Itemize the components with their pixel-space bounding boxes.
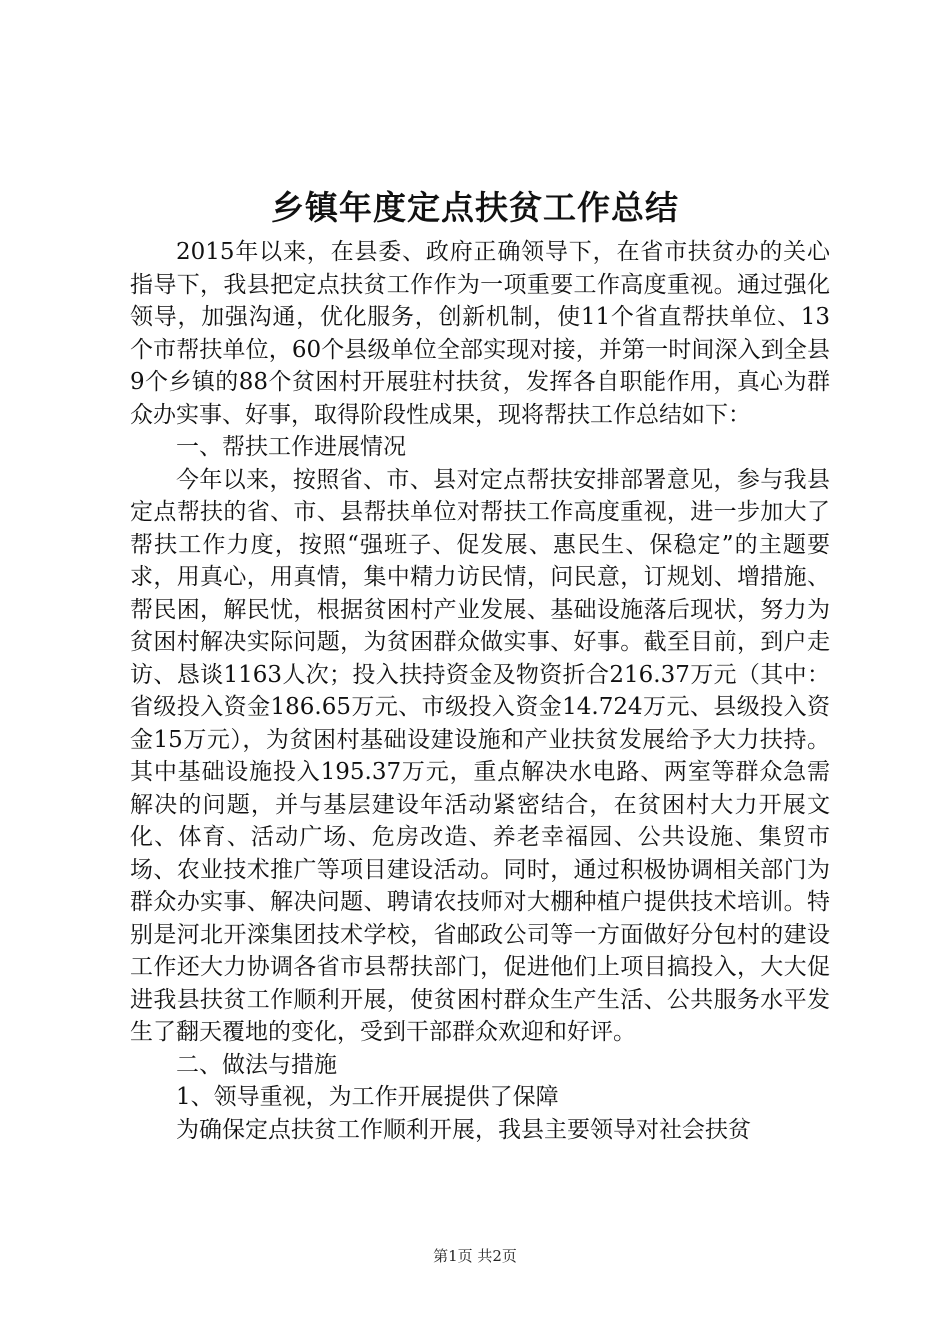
intro-paragraph: 2015年以来，在县委、政府正确领导下，在省市扶贫办的关心指导下，我县把定点扶贫工作作为一项重要工作高度重视。通过强化领导，加强沟通，优化服务，创新机制，使11个省直帮扶单位、13个市帮扶单位，60个县级单位全部实现对接，并第一时间深入到全县9个乡镇的88个贫困村开展驻村扶贫，发挥各自职能作用，真心为群众办实事、好事，取得阶段性成果，现将帮扶工作总结如下： <box>130 239 830 428</box>
section-heading-measures: 二、做法与措施 <box>176 1051 337 1078</box>
document-title: 乡镇年度定点扶贫工作总结 <box>271 188 679 227</box>
section-heading-progress: 一、帮扶工作进展情况 <box>176 434 406 460</box>
leadership-paragraph: 为确保定点扶贫工作顺利开展，我县主要领导对社会扶贫 <box>176 1116 751 1143</box>
document-body <box>130 236 830 1146</box>
page-footer: 第1页 共2页 <box>433 1247 517 1265</box>
subsection-heading-leadership: 1、领导重视，为工作开展提供了保障 <box>176 1084 559 1110</box>
progress-paragraph: 今年以来，按照省、市、县对定点帮扶安排部署意见，参与我县定点帮扶的省、市、县帮扶单位对帮扶工作高度重视，进一步加大了帮扶工作力度，按照“强班子、促发展、惠民生、保稳定”的主题要求，用真心，用真情，集中精力访民情，问民意，订规划、增措施、帮民困，解民忧，根据贫困村产业发展、基础设施落后现状，努力为贫困村解决实际问题，为贫困群众做实事、好事。截至目前，到户走访、恳谈1163人次；投入扶持资金及物资折合216.37万元（其中：省级投入资金186.65万元、市级投入资金14.724万元、县级投入资金15万元），为贫困村基础设建设施和产业扶贫发展给予大力扶持。其中基础设施投入195.37万元，重点解决水电路、两室等群众急需解决的问题，并与基层建设年活动紧密结合，在贫困村大力开展文化、体育、活动广场、危房改造、养老幸福园、公共设施、集贸市场、农业技术推广等项目建设活动。同时，通过积极协调相关部门为群众办实事、解决问题、聘请农技师对大棚种植户提供技术培训。特别是河北开滦集团技术学校，省邮政公司等一方面做好分包村的建设工作还大力协调各省市县帮扶部门，促进他们上项目搞投入，大大促进我县扶贫工作顺利开展，使贫困村群众生产生活、公共服务水平发生了翻天覆地的变化，受到干部群众欢迎和好评。 <box>130 466 830 1045</box>
